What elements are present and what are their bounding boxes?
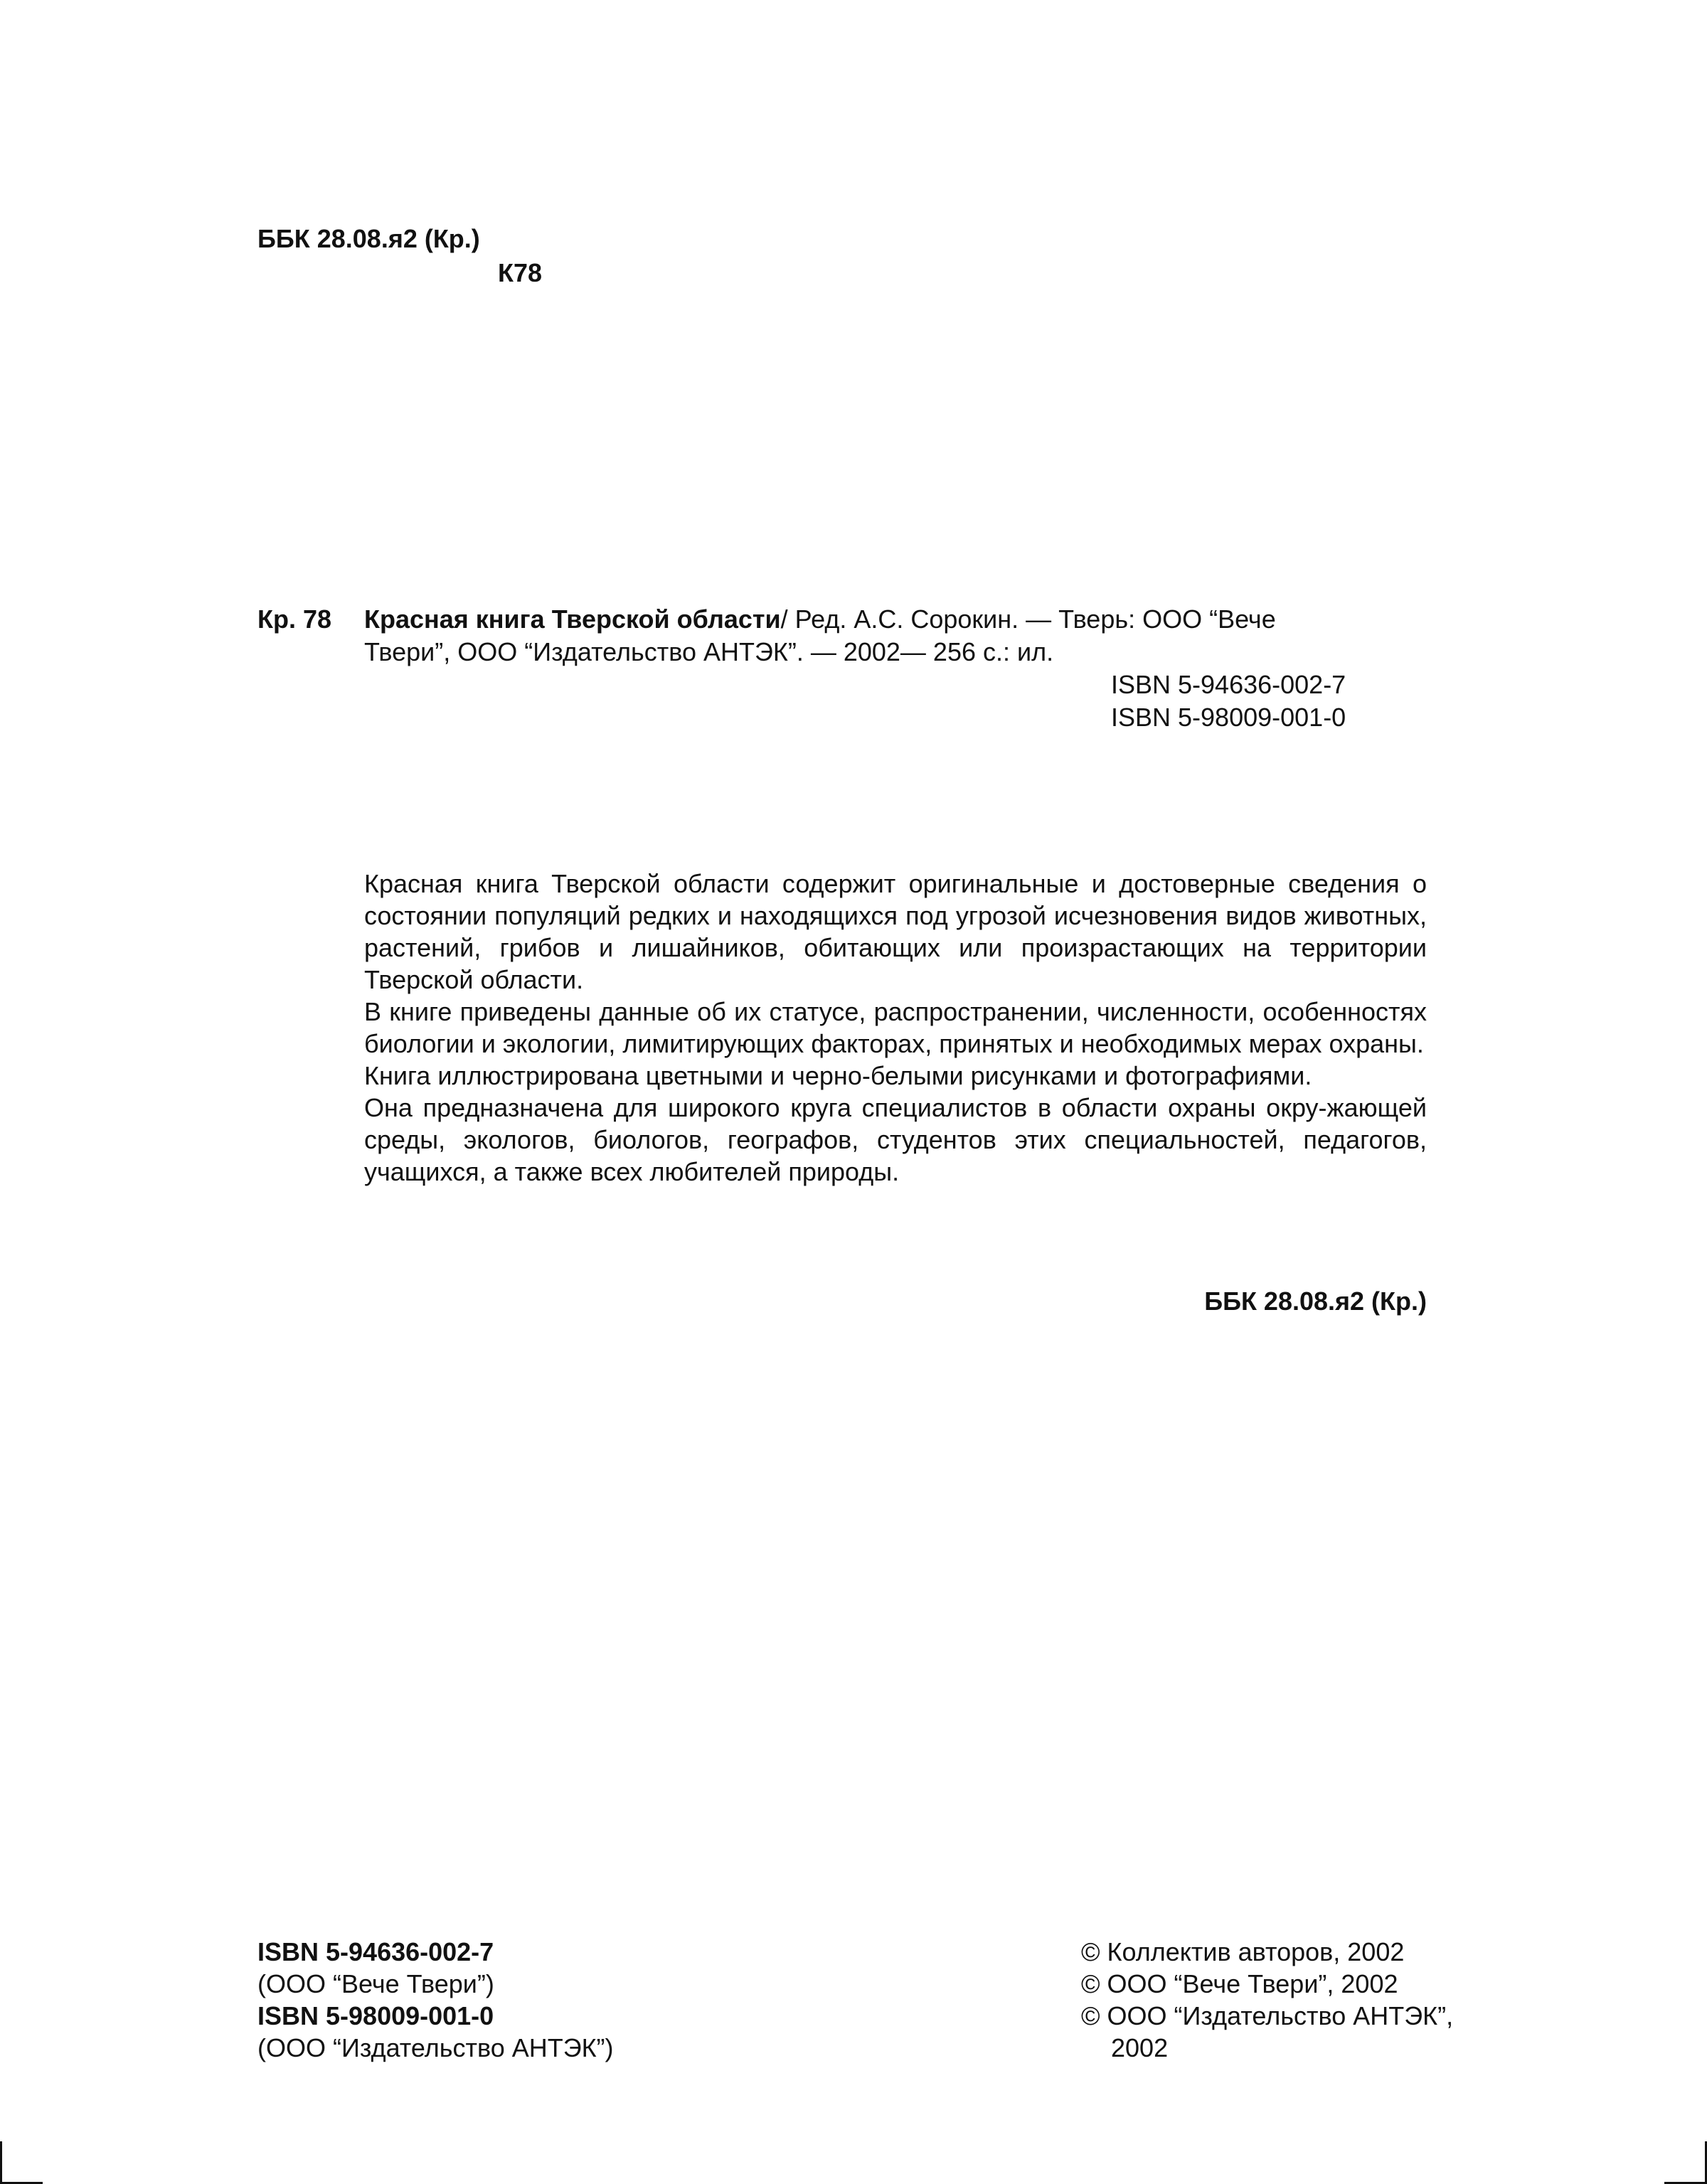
- copyright-line-1: © Коллектив авторов, 2002: [1081, 1937, 1405, 1966]
- imprint-publisher-2: (ООО “Издательство АНТЭК”): [257, 2033, 614, 2062]
- annotation-paragraph-3: Книга иллюстрирована цветными и черно-белыми рисунками и фотографиями.: [364, 1061, 1312, 1090]
- bbk-classification: ББК 28.08.я2 (Кр.): [257, 224, 480, 253]
- catalog-entry-mark: Кр. 78: [257, 604, 332, 634]
- book-title: Красная книга Тверской области: [364, 604, 781, 634]
- crop-mark-left-vertical: [0, 2141, 2, 2184]
- bbk-footer: ББК 28.08.я2 (Кр.): [1204, 1287, 1427, 1316]
- catalog-entry-editor: / Ред. А.С. Сорокин. — Тверь: ООО “Вече: [780, 604, 1276, 634]
- annotation-paragraph-4: Она предназначена для широкого круга специалистов в области охраны окру-жающей среды, экологов, биологов, географов, студентов этих специальностей, педагогов, учащихся, а также всех любителей природы.: [364, 1093, 1427, 1186]
- copyright-line-2: © ООО “Вече Твери”, 2002: [1081, 1969, 1398, 1998]
- copyright-block: [1081, 1936, 1479, 2064]
- imprint-isbn-block: [257, 1936, 798, 2064]
- imprint-isbn-2: ISBN 5-98009-001-0: [257, 2001, 494, 2030]
- catalog-isbn-2: ISBN 5-98009-001-0: [1111, 703, 1346, 732]
- catalog-entry-line-2: Твери”, ООО “Издательство АНТЭК”. — 2002— 256 с.: ил.: [364, 637, 1054, 666]
- annotation-paragraph-1: Красная книга Тверской области содержит оригинальные и достоверные сведения о состоянии популяций редких и находящихся под угрозой исчезновения видов животных, растений, грибов и лишайников, обитающих или произрастающих на территории Тверской области.: [364, 869, 1427, 994]
- catalog-entry-line-1: [364, 603, 1431, 636]
- author-mark: К78: [498, 258, 543, 287]
- copyright-line-3: © ООО “Издательство АНТЭК”,: [1081, 2001, 1454, 2030]
- imprint-isbn-1: ISBN 5-94636-002-7: [257, 1937, 494, 1966]
- annotation: [364, 868, 1427, 1188]
- catalog-entry: [364, 603, 1431, 668]
- annotation-paragraph-2: В книге приведены данные об их статусе, распространении, численности, особенностях биологии и экологии, лимитирующих факторах, принятых и необходимых мерах охраны.: [364, 997, 1427, 1058]
- imprint-publisher-1: (ООО “Вече Твери”): [257, 1969, 494, 1998]
- catalog-isbn-1: ISBN 5-94636-002-7: [1111, 670, 1346, 699]
- copyright-line-4: 2002: [1111, 2033, 1169, 2062]
